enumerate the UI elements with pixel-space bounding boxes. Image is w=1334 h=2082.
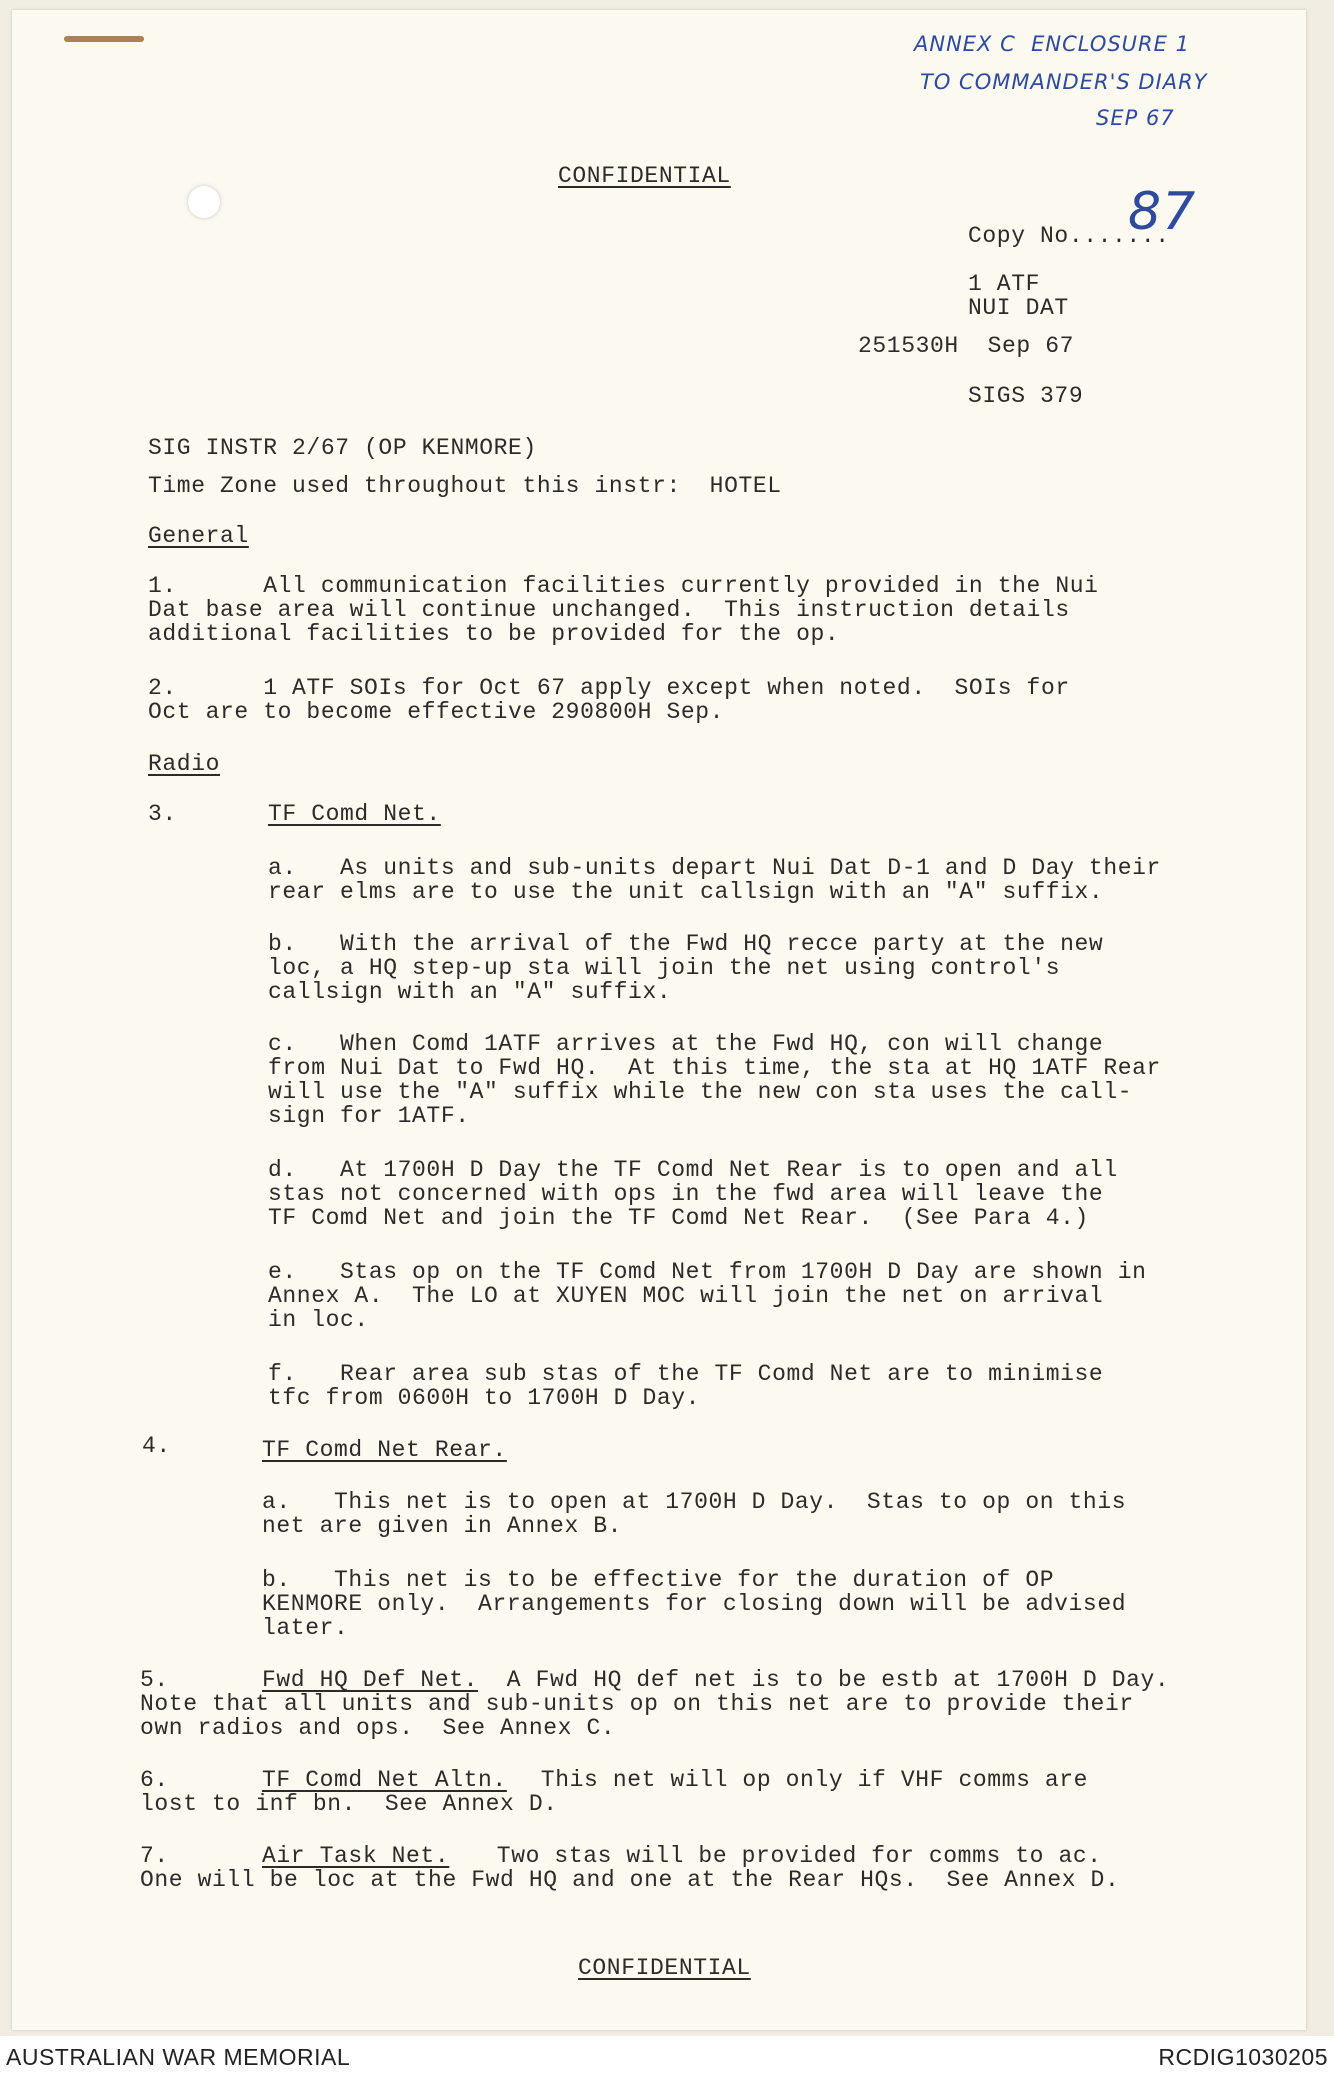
para-7-heading: Air Task Net.	[262, 1843, 450, 1869]
institution-label: AUSTRALIAN WAR MEMORIAL	[6, 2044, 351, 2070]
date-time-group: 251530H Sep 67	[858, 333, 1075, 359]
time-zone-line: Time Zone used throughout this instr: HOTEL	[148, 473, 782, 499]
handwritten-annex-line3: SEP 67	[1096, 106, 1175, 130]
para-3c-line-3: will use the "A" suffix while the new con sta uses the call-	[268, 1079, 1133, 1105]
para-7-line-1: Two stas will be provided for comms to ac.	[468, 1843, 1102, 1869]
para-3d-line-3: TF Comd Net and join the TF Comd Net Rear. (See Para 4.)	[268, 1205, 1089, 1231]
handwritten-annex-line2: TO COMMANDER'S DIARY	[920, 70, 1208, 94]
document-page	[12, 10, 1306, 2030]
para-4a-line-2: net are given in Annex B.	[262, 1513, 623, 1539]
classification-top: CONFIDENTIAL	[558, 163, 731, 189]
para-1-line-3: additional facilities to be provided for the op.	[148, 621, 840, 647]
para-7-line-2: One will be loc at the Fwd HQ and one at the Rear HQs. See Annex D.	[140, 1867, 1120, 1893]
para-4b-line-2: KENMORE only. Arrangements for closing down will be advised	[262, 1591, 1127, 1617]
para-4-number: 4.	[142, 1433, 171, 1459]
reference-number: SIGS 379	[968, 383, 1084, 409]
handwritten-annex-line1: ANNEX C ENCLOSURE 1	[914, 32, 1190, 56]
para-3e-line-1: e. Stas op on the TF Comd Net from 1700H D Day are shown in	[268, 1259, 1147, 1285]
para-5-number: 5.	[140, 1667, 169, 1693]
unit-line: 1 ATF	[968, 271, 1041, 297]
para-3f-line-2: tfc from 0600H to 1700H D Day.	[268, 1385, 701, 1411]
copy-number-label: Copy No.......	[968, 223, 1170, 249]
para-3b-line-3: callsign with an "A" suffix.	[268, 979, 672, 1005]
para-3a-line-2: rear elms are to use the unit callsign with an "A" suffix.	[268, 879, 1104, 905]
para-3b-line-1: b. With the arrival of the Fwd HQ recce party at the new	[268, 931, 1104, 957]
para-3e-line-2: Annex A. The LO at XUYEN MOC will join the net on arrival	[268, 1283, 1104, 1309]
para-3-heading: TF Comd Net.	[268, 801, 441, 827]
section-general: General	[148, 523, 249, 549]
para-3-number: 3.	[148, 801, 177, 827]
handwritten-copy-number: 87	[1128, 182, 1197, 242]
instruction-title: SIG INSTR 2/67 (OP KENMORE)	[148, 435, 537, 461]
para-3c-line-1: c. When Comd 1ATF arrives at the Fwd HQ, con will change	[268, 1031, 1104, 1057]
para-4a-line-1: a. This net is to open at 1700H D Day. Stas to op on this	[262, 1489, 1127, 1515]
para-3b-line-2: loc, a HQ step-up sta will join the net using control's	[268, 955, 1061, 981]
para-4b-line-1: b. This net is to be effective for the duration of OP	[262, 1567, 1055, 1593]
para-3d-line-2: stas not concerned with ops in the fwd area will leave the	[268, 1181, 1104, 1207]
para-2-line-2: Oct are to become effective 290800H Sep.	[148, 699, 725, 725]
para-5-line-1: A Fwd HQ def net is to be estb at 1700H D Day.	[478, 1667, 1170, 1693]
archive-footer	[0, 2036, 1334, 2082]
image-reference: RCDIG1030205	[1158, 2044, 1328, 2070]
para-3c-line-2: from Nui Dat to Fwd HQ. At this time, the sta at HQ 1ATF Rear	[268, 1055, 1161, 1081]
para-6-number: 6.	[140, 1767, 169, 1793]
para-3c-line-4: sign for 1ATF.	[268, 1103, 470, 1129]
para-3a-line-1: a. As units and sub-units depart Nui Dat D-1 and D Day their	[268, 855, 1161, 881]
para-3e-line-3: in loc.	[268, 1307, 369, 1333]
classification-bottom: CONFIDENTIAL	[578, 1955, 751, 1981]
para-1-line-1: 1. All communication facilities currently provided in the Nui	[148, 573, 1099, 599]
para-3d-line-1: d. At 1700H D Day the TF Comd Net Rear is to open and all	[268, 1157, 1118, 1183]
para-6-line-2: lost to inf bn. See Annex D.	[140, 1791, 558, 1817]
para-5-line-3: own radios and ops. See Annex C.	[140, 1715, 616, 1741]
para-5-heading: Fwd HQ Def Net.	[262, 1667, 479, 1693]
para-5-line-2: Note that all units and sub-units op on this net are to provide their	[140, 1691, 1134, 1717]
para-7-number: 7.	[140, 1843, 169, 1869]
para-4-heading: TF Comd Net Rear.	[262, 1437, 507, 1463]
para-3f-line-1: f. Rear area sub stas of the TF Comd Net are to minimise	[268, 1361, 1104, 1387]
staple-mark	[64, 36, 144, 42]
section-radio: Radio	[148, 751, 221, 777]
para-1-line-2: Dat base area will continue unchanged. This instruction details	[148, 597, 1070, 623]
para-6-heading: TF Comd Net Altn.	[262, 1767, 507, 1793]
location-line: NUI DAT	[968, 295, 1069, 321]
para-2-line-1: 2. 1 ATF SOIs for Oct 67 apply except when noted. SOIs for	[148, 675, 1070, 701]
para-6-line-1: This net will op only if VHF comms are	[512, 1767, 1089, 1793]
punch-hole	[188, 186, 220, 218]
para-4b-line-3: later.	[262, 1615, 349, 1641]
